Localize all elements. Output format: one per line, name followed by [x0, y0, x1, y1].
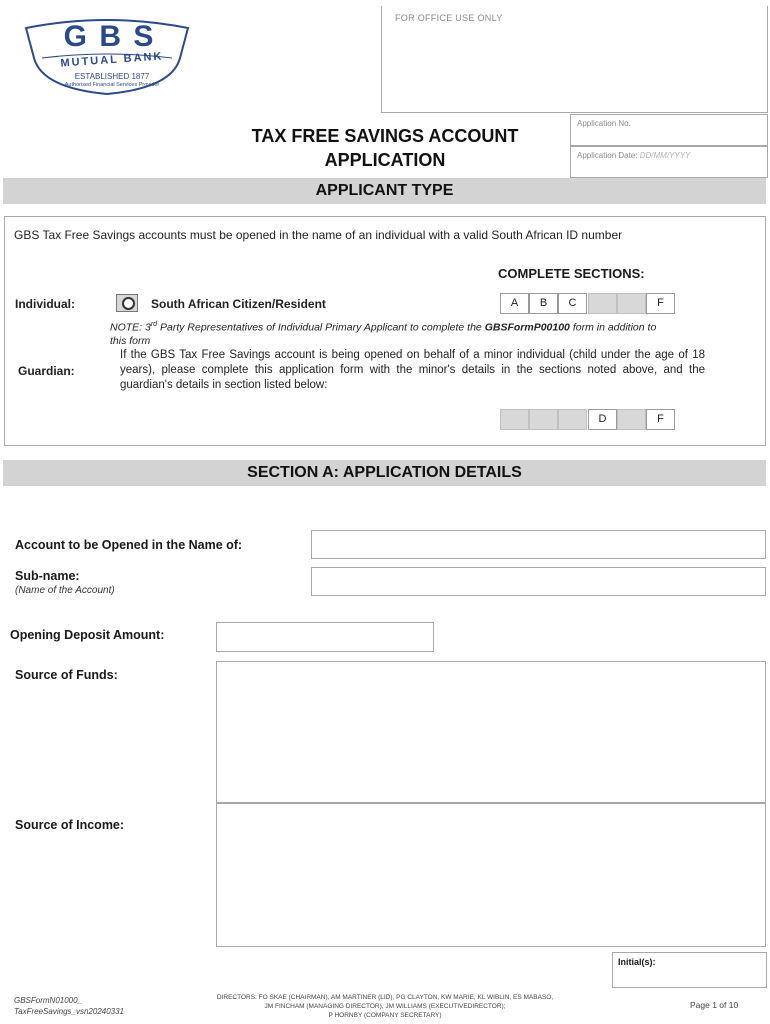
- initials-input[interactable]: [612, 952, 767, 988]
- gbs-logo: [22, 18, 192, 98]
- guardian-section-blank-4: [617, 409, 646, 430]
- applicant-type-heading: APPLICANT TYPE: [3, 178, 766, 204]
- form-code: GBSFormN01000_ TaxFreeSavings_vsn20240331: [14, 996, 125, 1016]
- office-use-label: FOR OFFICE USE ONLY: [395, 13, 503, 23]
- account-name-input[interactable]: [311, 530, 766, 559]
- application-number-label: Application No.: [577, 119, 631, 128]
- form-title: [210, 124, 560, 172]
- guardian-text: If the GBS Tax Free Savings account is being opened on behalf of a minor individual (child under the age of 18 years), please complete this application form with the minor's details in the sections noted above, and the guardian's details in section listed below:: [120, 349, 705, 391]
- individual-section-b: B: [529, 293, 558, 314]
- applicant-type-intro: GBS Tax Free Savings accounts must be opened in the name of an individual with a valid South African ID number: [14, 228, 623, 242]
- individual-section-f: F: [646, 293, 675, 314]
- individual-section-a: A: [500, 293, 529, 314]
- page-number: Page 1 of 10: [690, 1000, 739, 1010]
- guardian-section-blank-2: [529, 409, 558, 430]
- initials-label: Initial(s):: [618, 957, 656, 967]
- opening-deposit-input[interactable]: [216, 622, 434, 652]
- individual-label: Individual:: [15, 297, 75, 311]
- third-party-note: NOTE: 3rd Party Representatives of Individual Primary Applicant to complete the GBSFormP00100 form in addition to this form: [110, 321, 657, 347]
- guardian-section-f: F: [646, 409, 675, 430]
- subname-hint: (Name of the Account): [15, 585, 115, 596]
- source-of-income-label: Source of Income:: [15, 818, 125, 832]
- application-number-field[interactable]: [570, 114, 768, 146]
- source-of-funds-input[interactable]: [216, 661, 766, 803]
- subname-label: Sub-name:: [15, 569, 80, 583]
- form-title-line1: TAX FREE SAVINGS ACCOUNT: [251, 126, 519, 146]
- individual-option-label: South African Citizen/Resident: [151, 297, 326, 311]
- logo-subtitle: MUTUAL BANK: [60, 50, 164, 70]
- logo-established: ESTABLISHED 1877: [74, 72, 150, 81]
- application-date-label: Application Date: DD/MM/YYYY: [577, 151, 691, 160]
- logo-name: G B S: [63, 20, 156, 53]
- logo-tagline: Authorised Financial Services Provider: [64, 82, 160, 88]
- subname-input[interactable]: [311, 567, 766, 596]
- application-date-field[interactable]: [570, 146, 768, 178]
- directors-list: DIRECTORS: FO SKAE (CHAIRMAN), AM MARTINER (LID), PG CLAYTON, KW MARIE, KL WIBLIN, ES MABASO, JM FINCHAM (MANAGING DIRECTOR), JM WILLIAMS (EXECUTIVEDIRECTOR); P HORNBY (COMPANY SECRETARY): [216, 994, 554, 1019]
- section-a-heading: SECTION A: APPLICATION DETAILS: [3, 460, 766, 486]
- opening-deposit-label: Opening Deposit Amount:: [10, 628, 165, 642]
- guardian-section-d: D: [588, 409, 617, 430]
- third-party-form-ref: GBSFormP00100: [484, 321, 570, 334]
- account-name-label: Account to be Opened in the Name of:: [15, 538, 243, 552]
- source-of-income-input[interactable]: [216, 803, 766, 947]
- application-date-placeholder: DD/MM/YYYY: [639, 151, 691, 160]
- guardian-label: Guardian:: [18, 364, 75, 378]
- source-of-funds-label: Source of Funds:: [15, 668, 118, 682]
- form-title-line2: APPLICATION: [324, 150, 446, 170]
- individual-section-blank-1: [588, 293, 617, 314]
- individual-section-c: C: [558, 293, 587, 314]
- individual-radio[interactable]: [116, 294, 138, 312]
- individual-section-blank-2: [617, 293, 646, 314]
- guardian-section-blank-3: [558, 409, 587, 430]
- guardian-section-blank-1: [500, 409, 529, 430]
- complete-sections-label: COMPLETE SECTIONS:: [498, 266, 645, 281]
